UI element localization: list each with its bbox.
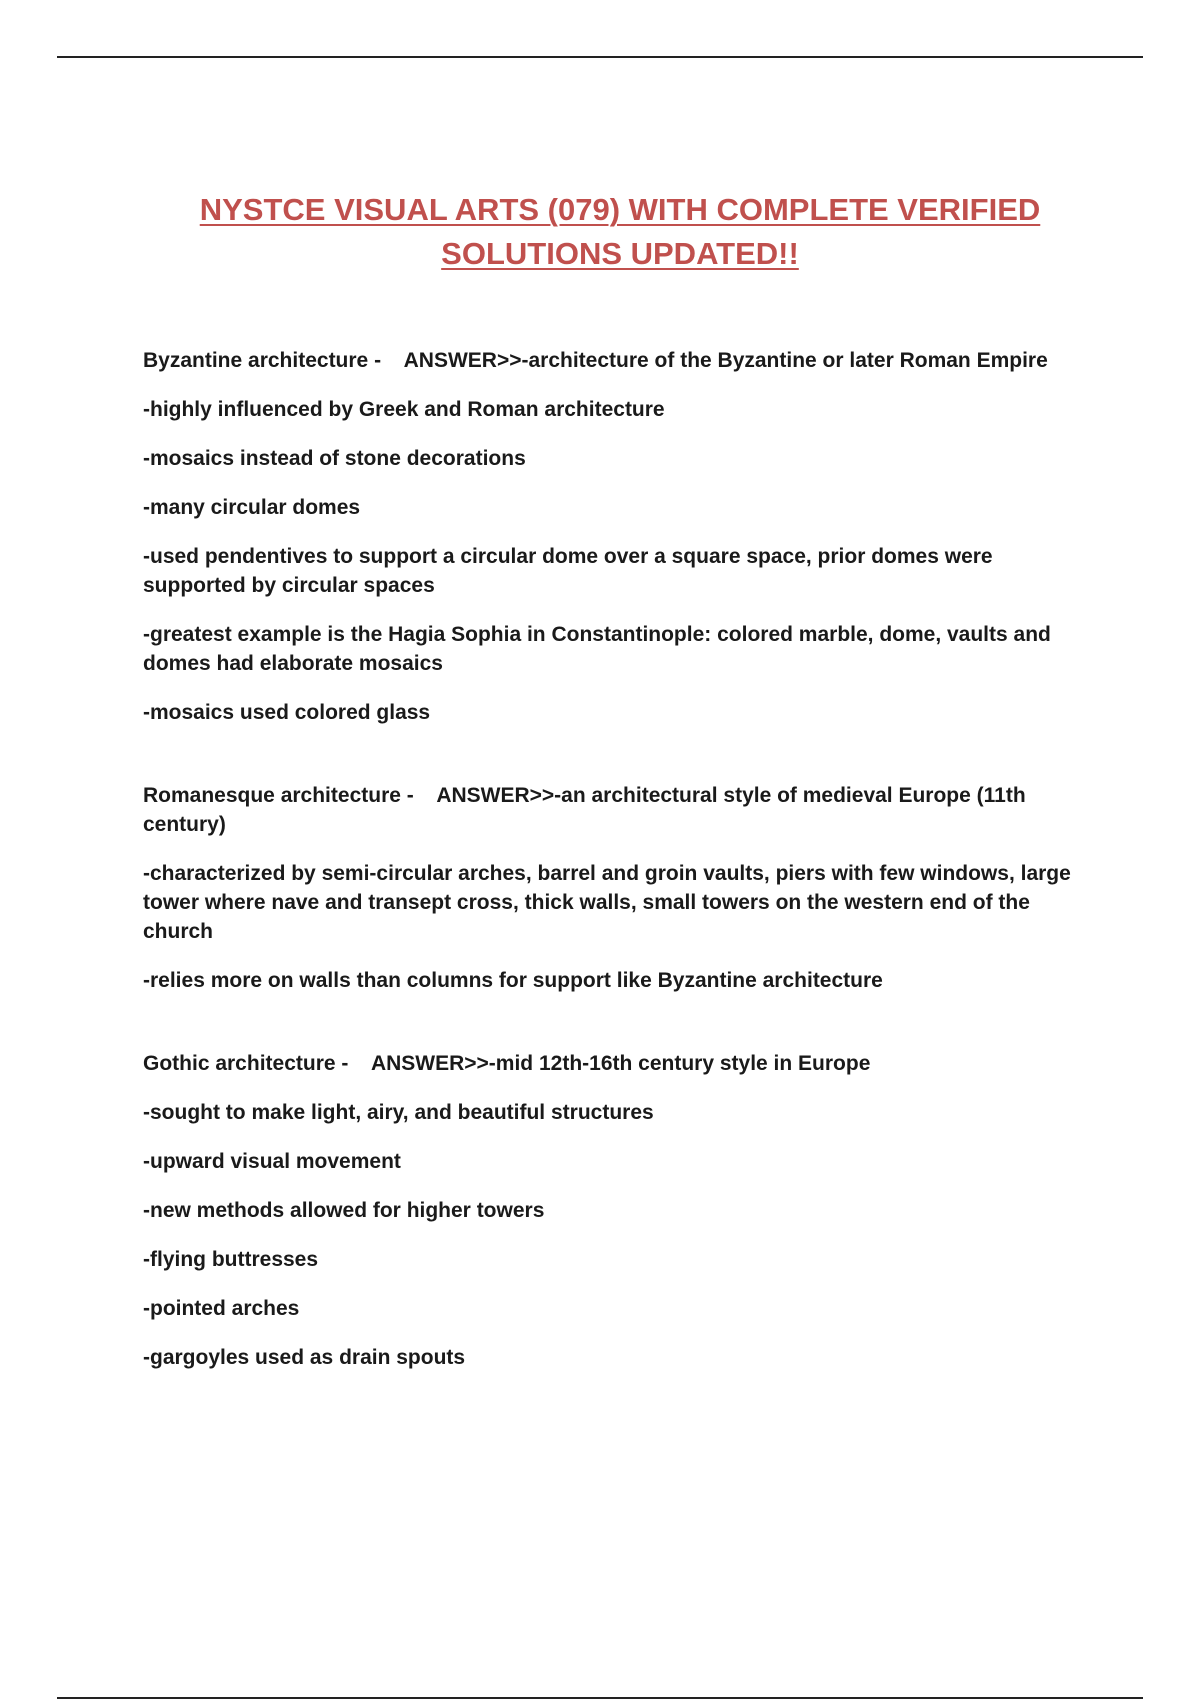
bullet-point: -flying buttresses — [143, 1248, 319, 1271]
bullet-point: -new methods allowed for higher towers — [143, 1199, 545, 1222]
answer-text: ANSWER>>-mid 12th-16th century style in Europe — [370, 1052, 871, 1075]
entry-romanesque — [143, 781, 1093, 995]
document-body — [143, 346, 1093, 1392]
bullet-point: -relies more on walls than columns for support like Byzantine architecture — [143, 969, 883, 992]
title-line-1: NYSTCE VISUAL ARTS (079) WITH COMPLETE VERIFIED — [199, 192, 1041, 227]
bullet-point: -many circular domes — [143, 496, 361, 519]
document-title — [130, 188, 1110, 276]
answer-text: ANSWER>>-architecture of the Byzantine or later Roman Empire — [403, 349, 1048, 372]
entry-byzantine — [143, 346, 1093, 727]
bullet-point: -highly influenced by Greek and Roman architecture — [143, 398, 665, 421]
question-line — [143, 1049, 1093, 1078]
bullet-point: -mosaics instead of stone decorations — [143, 447, 526, 470]
bullet-point: -greatest example is the Hagia Sophia in Constantinople: colored marble, dome, vaults and domes had elaborate mosaics — [143, 623, 1051, 675]
top-rule — [57, 56, 1143, 58]
question-line — [143, 346, 1093, 375]
bottom-rule — [57, 1697, 1143, 1699]
question-term: Byzantine architecture - — [143, 349, 382, 372]
title-line-2: SOLUTIONS UPDATED!! — [441, 236, 799, 271]
question-line — [143, 781, 1093, 839]
question-term: Gothic architecture - — [143, 1052, 349, 1075]
bullet-point: -pointed arches — [143, 1297, 300, 1320]
bullet-point: -characterized by semi-circular arches, barrel and groin vaults, piers with few windows, large tower where nave and transept cross, thick walls, small towers on the western end of the church — [143, 862, 1071, 943]
bullet-point: -gargoyles used as drain spouts — [143, 1346, 466, 1369]
bullet-point: -mosaics used colored glass — [143, 701, 431, 724]
answer-text: ANSWER>>-an architectural style of medieval Europe (11th century) — [143, 784, 1026, 836]
bullet-point: -sought to make light, airy, and beautiful structures — [143, 1101, 654, 1124]
entry-gothic — [143, 1049, 1093, 1372]
bullet-point: -upward visual movement — [143, 1150, 401, 1173]
bullet-point: -used pendentives to support a circular dome over a square space, prior domes were supported by circular spaces — [143, 545, 993, 597]
question-term: Romanesque architecture - — [143, 784, 414, 807]
